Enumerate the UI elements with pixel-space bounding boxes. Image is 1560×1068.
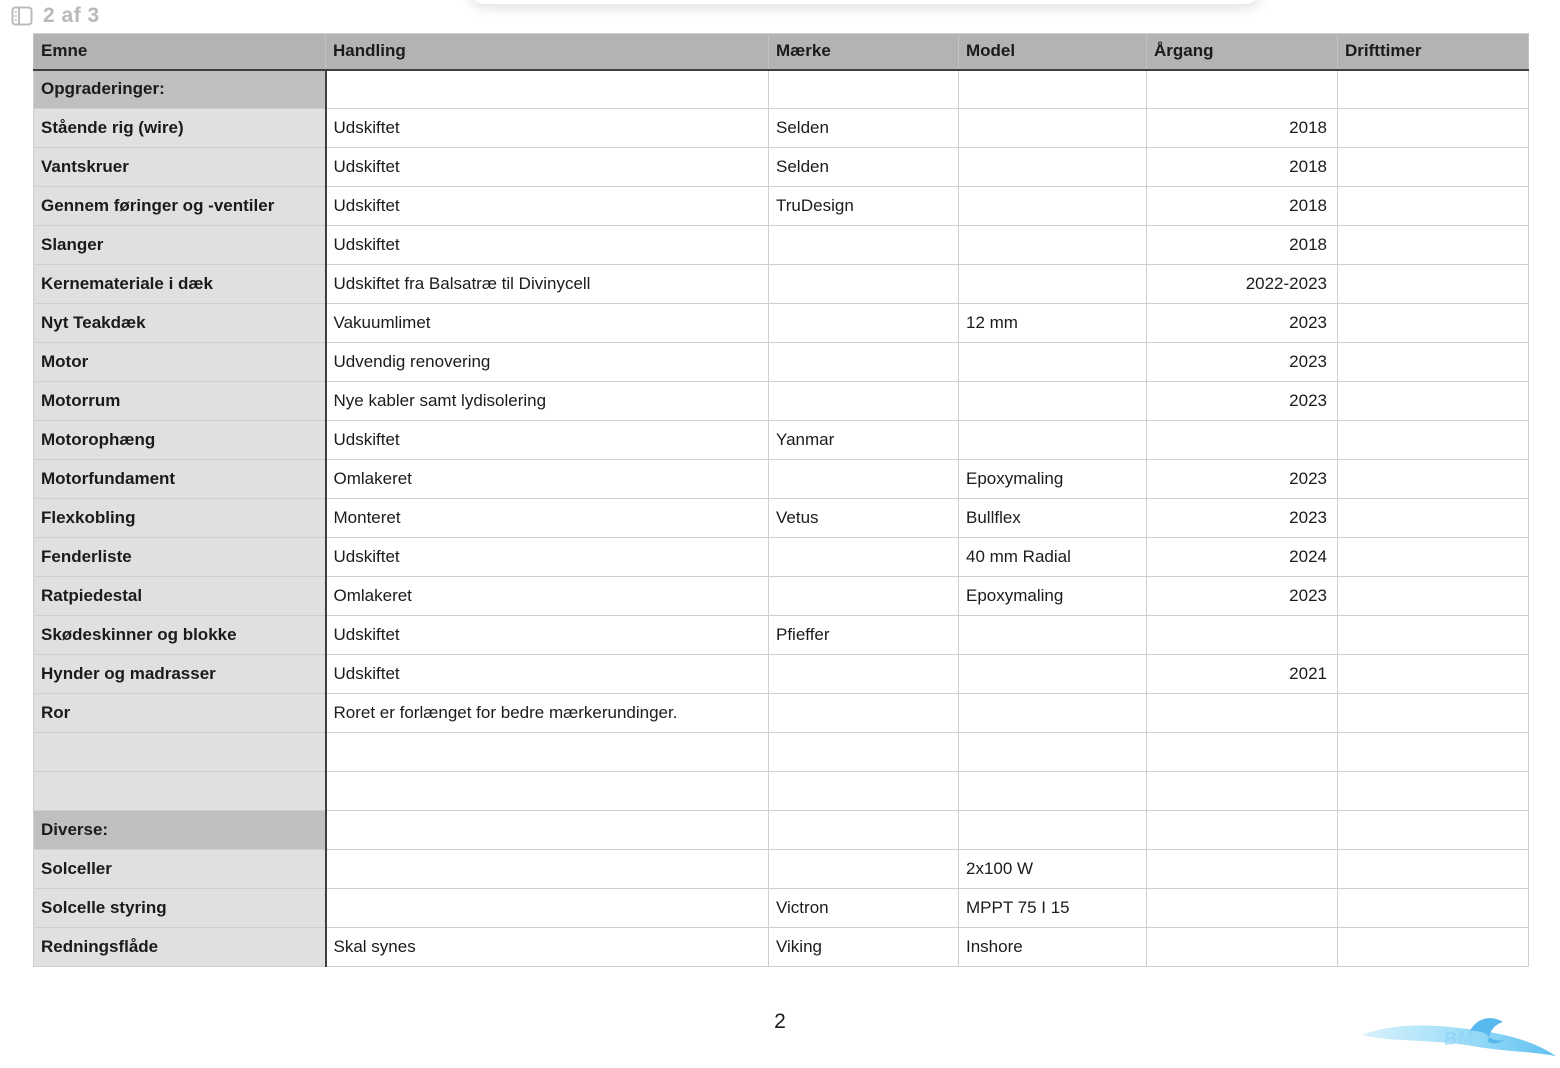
- cell-emne: Motorfundament: [34, 460, 326, 499]
- thumbnails-panel-icon[interactable]: [10, 4, 34, 28]
- cell-maerke: TruDesign: [769, 187, 959, 226]
- cell-emne: Ror: [34, 694, 326, 733]
- cell-maerke: [769, 655, 959, 694]
- column-header-aargang: Årgang: [1147, 34, 1338, 70]
- cell-model: [959, 109, 1147, 148]
- table-row: [34, 304, 1529, 343]
- cell-aargang: [1147, 733, 1338, 772]
- cell-model: [959, 343, 1147, 382]
- cell-model: Inshore: [959, 928, 1147, 967]
- table-row: [34, 499, 1529, 538]
- cell-maerke: Victron: [769, 889, 959, 928]
- cell-aargang: [1147, 850, 1338, 889]
- cell-aargang: [1147, 889, 1338, 928]
- table-row: [34, 265, 1529, 304]
- cell-drifttimer: [1338, 187, 1529, 226]
- cell-emne: Diverse:: [34, 811, 326, 850]
- cell-aargang: 2018: [1147, 187, 1338, 226]
- cell-aargang: [1147, 811, 1338, 850]
- cell-aargang: 2021: [1147, 655, 1338, 694]
- cell-aargang: 2023: [1147, 460, 1338, 499]
- cell-maerke: Vetus: [769, 499, 959, 538]
- cell-handling: Nye kabler samt lydisolering: [326, 382, 769, 421]
- cell-emne: Solcelle styring: [34, 889, 326, 928]
- cell-emne: Fenderliste: [34, 538, 326, 577]
- cell-drifttimer: [1338, 733, 1529, 772]
- cell-model: [959, 811, 1147, 850]
- cell-emne: Flexkobling: [34, 499, 326, 538]
- cell-maerke: [769, 694, 959, 733]
- cell-model: 2x100 W: [959, 850, 1147, 889]
- table-row: [34, 889, 1529, 928]
- cell-emne: Nyt Teakdæk: [34, 304, 326, 343]
- cell-emne: Motorrum: [34, 382, 326, 421]
- cell-model: [959, 694, 1147, 733]
- cell-handling: [326, 70, 769, 109]
- cell-handling: Udskiftet: [326, 421, 769, 460]
- cell-maerke: [769, 70, 959, 109]
- cell-drifttimer: [1338, 889, 1529, 928]
- cell-model: [959, 70, 1147, 109]
- cell-aargang: [1147, 694, 1338, 733]
- cell-drifttimer: [1338, 109, 1529, 148]
- cell-aargang: 2023: [1147, 577, 1338, 616]
- column-header-handling: Handling: [326, 34, 769, 70]
- cell-aargang: 2018: [1147, 148, 1338, 187]
- cell-model: Epoxymaling: [959, 460, 1147, 499]
- cell-emne: Motor: [34, 343, 326, 382]
- cell-drifttimer: [1338, 343, 1529, 382]
- cell-handling: [326, 733, 769, 772]
- cell-aargang: 2023: [1147, 499, 1338, 538]
- cell-model: [959, 655, 1147, 694]
- cell-aargang: 2023: [1147, 304, 1338, 343]
- cell-handling: Udvendig renovering: [326, 343, 769, 382]
- cell-maerke: [769, 850, 959, 889]
- table-row: [34, 343, 1529, 382]
- brand-wave-logo: [1360, 1002, 1560, 1066]
- cell-handling: [326, 811, 769, 850]
- cell-model: MPPT 75 I 15: [959, 889, 1147, 928]
- cell-drifttimer: [1338, 421, 1529, 460]
- cell-model: [959, 421, 1147, 460]
- cell-drifttimer: [1338, 499, 1529, 538]
- cell-drifttimer: [1338, 577, 1529, 616]
- table-row: [34, 733, 1529, 772]
- cell-emne: Motorophæng: [34, 421, 326, 460]
- cell-handling: Omlakeret: [326, 460, 769, 499]
- cell-model: [959, 226, 1147, 265]
- cell-aargang: 2018: [1147, 109, 1338, 148]
- cell-drifttimer: [1338, 70, 1529, 109]
- cell-handling: [326, 772, 769, 811]
- cell-model: [959, 382, 1147, 421]
- table-row: [34, 694, 1529, 733]
- cell-maerke: Selden: [769, 109, 959, 148]
- cell-model: [959, 733, 1147, 772]
- cell-emne: Redningsflåde: [34, 928, 326, 967]
- cell-drifttimer: [1338, 304, 1529, 343]
- cell-maerke: [769, 304, 959, 343]
- column-header-model: Model: [959, 34, 1147, 70]
- table-header: [34, 34, 1529, 70]
- cell-handling: Udskiftet fra Balsatræ til Divinycell: [326, 265, 769, 304]
- cell-maerke: [769, 811, 959, 850]
- cell-aargang: 2023: [1147, 343, 1338, 382]
- column-header-emne: Emne: [34, 34, 326, 70]
- cell-emne: [34, 772, 326, 811]
- cell-drifttimer: [1338, 265, 1529, 304]
- cell-emne: Hynder og madrasser: [34, 655, 326, 694]
- table-row: [34, 616, 1529, 655]
- cell-maerke: Viking: [769, 928, 959, 967]
- cell-aargang: [1147, 928, 1338, 967]
- cell-handling: Udskiftet: [326, 538, 769, 577]
- table-row: [34, 655, 1529, 694]
- column-header-maerke: Mærke: [769, 34, 959, 70]
- table-row: [34, 70, 1529, 109]
- column-header-drifttimer: Drifttimer: [1338, 34, 1529, 70]
- cell-maerke: [769, 343, 959, 382]
- cell-model: 40 mm Radial: [959, 538, 1147, 577]
- logo-watermark-text: BM: [1443, 1026, 1475, 1050]
- cell-emne: Ratpiedestal: [34, 577, 326, 616]
- cell-drifttimer: [1338, 616, 1529, 655]
- cell-drifttimer: [1338, 850, 1529, 889]
- cell-model: [959, 265, 1147, 304]
- cell-maerke: [769, 382, 959, 421]
- cell-handling: Skal synes: [326, 928, 769, 967]
- cell-maerke: Selden: [769, 148, 959, 187]
- page-indicator[interactable]: [8, 2, 110, 30]
- cell-drifttimer: [1338, 694, 1529, 733]
- cell-emne: Kernemateriale i dæk: [34, 265, 326, 304]
- cell-model: [959, 616, 1147, 655]
- cell-emne: Stående rig (wire): [34, 109, 326, 148]
- cell-handling: Monteret: [326, 499, 769, 538]
- cell-model: Epoxymaling: [959, 577, 1147, 616]
- cell-maerke: [769, 460, 959, 499]
- cell-drifttimer: [1338, 655, 1529, 694]
- table-row: [34, 811, 1529, 850]
- cell-handling: Udskiftet: [326, 109, 769, 148]
- cell-maerke: Pfieffer: [769, 616, 959, 655]
- maintenance-table: [33, 33, 1529, 967]
- cell-model: [959, 187, 1147, 226]
- table-row: [34, 772, 1529, 811]
- cell-handling: Udskiftet: [326, 616, 769, 655]
- cell-aargang: [1147, 616, 1338, 655]
- cell-handling: Udskiftet: [326, 226, 769, 265]
- cell-handling: Omlakeret: [326, 577, 769, 616]
- cell-drifttimer: [1338, 226, 1529, 265]
- cell-emne: [34, 733, 326, 772]
- table-row: [34, 850, 1529, 889]
- cell-aargang: 2018: [1147, 226, 1338, 265]
- cell-aargang: [1147, 70, 1338, 109]
- cell-model: [959, 772, 1147, 811]
- cell-aargang: 2024: [1147, 538, 1338, 577]
- cell-handling: Udskiftet: [326, 655, 769, 694]
- cell-handling: [326, 889, 769, 928]
- cell-drifttimer: [1338, 382, 1529, 421]
- cell-maerke: [769, 538, 959, 577]
- table-row: [34, 460, 1529, 499]
- table-row: [34, 187, 1529, 226]
- cell-handling: Udskiftet: [326, 187, 769, 226]
- toolbar-shadow: [470, 0, 1260, 4]
- table-row: [34, 421, 1529, 460]
- cell-emne: Solceller: [34, 850, 326, 889]
- table-row: [34, 382, 1529, 421]
- cell-aargang: 2023: [1147, 382, 1338, 421]
- cell-emne: Vantskruer: [34, 148, 326, 187]
- cell-model: [959, 148, 1147, 187]
- cell-handling: Udskiftet: [326, 148, 769, 187]
- cell-drifttimer: [1338, 538, 1529, 577]
- table-row: [34, 109, 1529, 148]
- table-row: [34, 538, 1529, 577]
- cell-maerke: [769, 772, 959, 811]
- cell-handling: Vakuumlimet: [326, 304, 769, 343]
- cell-model: 12 mm: [959, 304, 1147, 343]
- cell-maerke: [769, 265, 959, 304]
- cell-emne: Opgraderinger:: [34, 70, 326, 109]
- page-number: 2: [774, 1010, 786, 1033]
- cell-drifttimer: [1338, 928, 1529, 967]
- cell-aargang: 2022-2023: [1147, 265, 1338, 304]
- cell-emne: Slanger: [34, 226, 326, 265]
- cell-drifttimer: [1338, 811, 1529, 850]
- table-row: [34, 577, 1529, 616]
- table-row: [34, 928, 1529, 967]
- cell-handling: [326, 850, 769, 889]
- cell-maerke: [769, 226, 959, 265]
- cell-emne: Gennem føringer og -ventiler: [34, 187, 326, 226]
- page-indicator-label: 2 af 3: [43, 4, 100, 27]
- cell-drifttimer: [1338, 772, 1529, 811]
- cell-drifttimer: [1338, 460, 1529, 499]
- cell-maerke: [769, 577, 959, 616]
- cell-model: Bullflex: [959, 499, 1147, 538]
- cell-maerke: Yanmar: [769, 421, 959, 460]
- cell-handling: Roret er forlænget for bedre mærkerundinger.: [326, 694, 769, 733]
- cell-aargang: [1147, 772, 1338, 811]
- table-row: [34, 226, 1529, 265]
- cell-maerke: [769, 733, 959, 772]
- table-row: [34, 148, 1529, 187]
- cell-drifttimer: [1338, 148, 1529, 187]
- cell-emne: Skødeskinner og blokke: [34, 616, 326, 655]
- cell-aargang: [1147, 421, 1338, 460]
